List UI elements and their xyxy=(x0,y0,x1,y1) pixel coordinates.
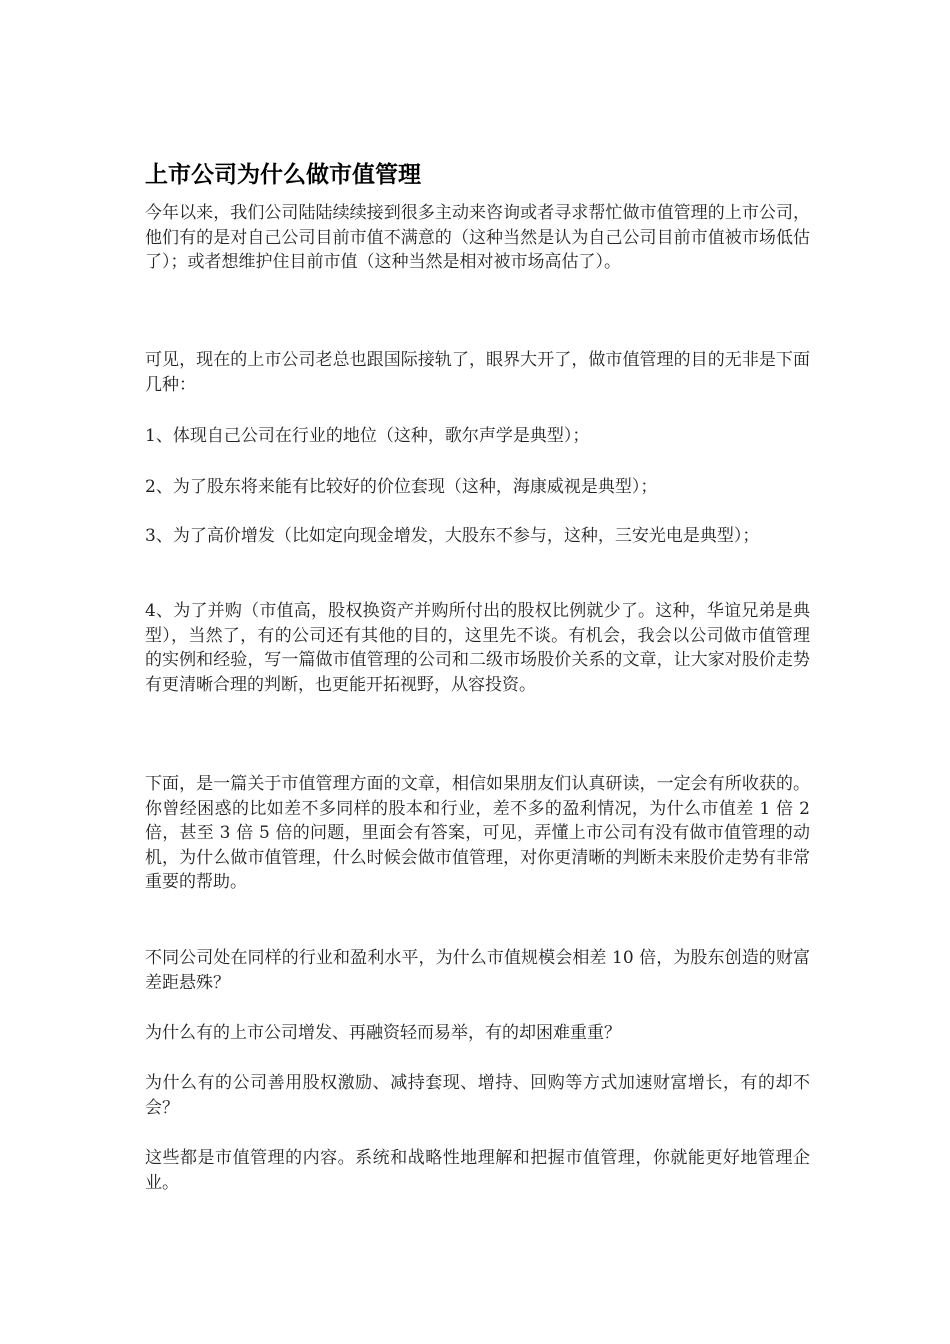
paragraph-intro: 今年以来，我们公司陆陆续续接到很多主动来咨询或者寻求帮忙做市值管理的上市公司，他们有的是对自己公司目前市值不满意的（这种当然是认为自己公司目前市值被市场低估了）；或者想维护住目前市值（这种当然是相对被市场高估了）。 xyxy=(145,203,810,272)
list-item-purpose-3: 3、为了高价增发（比如定向现金增发，大股东不参与，这种，三安光电是典型）； xyxy=(145,526,760,546)
document-page xyxy=(145,0,810,1344)
list-item-purpose-2: 2、为了股东将来能有比较好的价位套现（这种，海康威视是典型）； xyxy=(145,477,658,497)
paragraph-question-2: 为什么有的上市公司增发、再融资轻而易举，有的却困难重重？ xyxy=(145,1023,621,1043)
document-title: 上市公司为什么做市值管理 xyxy=(145,162,421,188)
paragraph-question-3: 为什么有的公司善用股权激励、减持套现、增持、回购等方式加速财富增长，有的却不会？ xyxy=(145,1073,810,1118)
paragraph-question-1: 不同公司处在同样的行业和盈利水平，为什么市值规模会相差 10 倍，为股东创造的财富差距悬殊？ xyxy=(145,948,810,993)
paragraph-article-intro: 下面，是一篇关于市值管理方面的文章，相信如果朋友们认真研读，一定会有所收获的。你曾经困惑的比如差不多同样的股本和行业，差不多的盈利情况，为什么市值差 1 倍 2 倍，甚至 3 倍 5 倍的问题，里面会有答案，可见，弄懂上市公司有没有做市值管理的动机，为什么做市值管理，什么时候会做市值管理，对你更清晰的判断未来股价走势有非常重要的帮助。 xyxy=(145,774,810,892)
paragraph-conclusion: 这些都是市值管理的内容。系统和战略性地理解和把握市值管理，你就能更好地管理企业。 xyxy=(145,1148,810,1193)
list-item-purpose-4: 4、为了并购（市值高，股权换资产并购所付出的股权比例就少了。这种，华谊兄弟是典型），当然了，有的公司还有其他的目的，这里先不谈。有机会，我会以公司做市值管理的实例和经验，写一篇做市值管理的公司和二级市场股价关系的文章，让大家对股价走势有更清晰合理的判断，也更能开拓视野，从容投资。 xyxy=(145,601,810,695)
list-item-purpose-1: 1、体现自己公司在行业的地位（这种，歌尔声学是典型）； xyxy=(145,426,590,446)
paragraph-purposes-lead: 可见，现在的上市公司老总也跟国际接轨了，眼界大开了，做市值管理的目的无非是下面几种： xyxy=(145,350,810,395)
